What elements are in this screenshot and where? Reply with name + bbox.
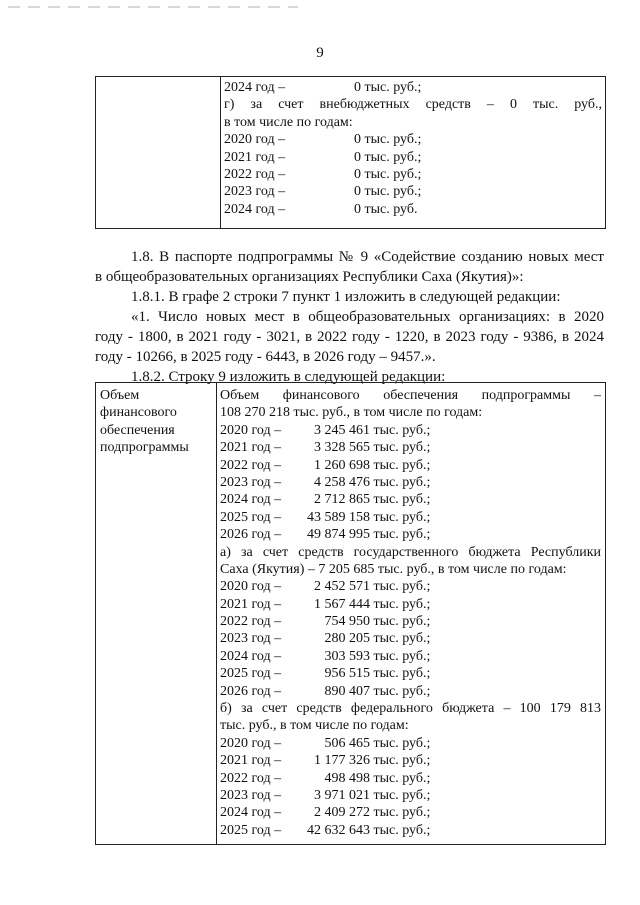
section-1-8 <box>95 247 604 387</box>
table-line <box>220 735 601 752</box>
amount-value: 49 874 995 <box>307 527 370 543</box>
unit-label: тыс. руб.; <box>370 457 431 473</box>
table-line <box>220 700 601 717</box>
year-label: 2020 год – <box>220 735 282 751</box>
amount-value: 506 465 <box>324 735 370 751</box>
unit-label: тыс. руб.; <box>370 787 431 803</box>
amount-value: 2 712 865 <box>314 492 370 508</box>
paragraph-1-8-1: 1.8.1. В графе 2 строки 7 пункт 1 изложить в следующей редакции: <box>131 289 561 305</box>
year-label: 2021 год – <box>220 440 282 456</box>
line-text: а) за счет средств государственного бюджета Республики <box>220 544 601 560</box>
unit-label: тыс. руб.; <box>370 527 431 543</box>
unit-label: тыс. руб.; <box>370 474 431 490</box>
table-line <box>220 613 601 630</box>
table-line <box>224 183 602 200</box>
amount-value: 2 452 571 <box>314 579 370 595</box>
quote-line-3: году - 10266, в 2025 году - 6443, в 2026 году – 9457.». <box>95 349 436 365</box>
unit-label: тыс. руб.; <box>370 666 431 682</box>
amount-value: 956 515 <box>324 666 370 682</box>
line-text: тыс. руб., в том числе по годам: <box>220 718 409 734</box>
amount-value: 0 тыс. руб.; <box>354 184 422 200</box>
amount-value: 3 245 461 <box>314 422 370 438</box>
funding-table <box>95 382 606 845</box>
amount-value: 890 407 <box>324 683 370 699</box>
table-line <box>224 149 602 166</box>
amount-value: 0 тыс. руб.; <box>354 80 422 95</box>
year-label: 2020 год – <box>220 422 282 438</box>
table-line <box>220 439 601 456</box>
table-line <box>220 770 601 787</box>
table-line <box>224 79 602 96</box>
page-number: 9 <box>316 45 324 61</box>
unit-label: тыс. руб.; <box>370 492 431 508</box>
line-text: Объем финансового обеспечения подпрограммы – <box>220 388 601 403</box>
amount-value: 0 тыс. руб.; <box>354 166 422 182</box>
amount-value: 42 632 643 <box>307 822 370 838</box>
scan-artifact <box>8 6 298 8</box>
table-line <box>220 787 601 804</box>
table-line <box>224 96 602 113</box>
table-line <box>224 201 602 218</box>
amount-value: 3 971 021 <box>314 787 370 803</box>
year-label: 2021 год – <box>224 149 286 165</box>
table-line <box>224 166 602 183</box>
amount-value: 1 177 326 <box>314 753 370 769</box>
unit-label: тыс. руб.; <box>370 422 431 438</box>
paragraph-1-8-line-2: в общеобразовательных организациях Республики Саха (Якутия)»: <box>95 269 524 285</box>
amount-value: 2 409 272 <box>314 805 370 821</box>
year-label: 2020 год – <box>220 579 282 595</box>
funding-table-label-cell <box>100 387 212 457</box>
line-text: 108 270 218 тыс. руб., в том числе по годам: <box>220 405 483 421</box>
amount-value: 1 567 444 <box>314 596 370 612</box>
table-line <box>220 491 601 508</box>
amount-value: 303 593 <box>324 648 370 664</box>
year-label: 2025 год – <box>220 666 282 682</box>
unit-label: тыс. руб.; <box>370 579 431 595</box>
table-line <box>220 404 601 421</box>
year-label: 2021 год – <box>220 753 282 769</box>
table-line <box>220 752 601 769</box>
unit-label: тыс. руб.; <box>370 753 431 769</box>
amount-value: 280 205 <box>324 631 370 647</box>
quote-line-2: году - 1800, в 2021 году - 3021, в 2022 году - 1220, в 2023 году - 9386, в 2024 <box>95 329 604 345</box>
table-line <box>220 387 601 404</box>
unit-label: тыс. руб.; <box>370 805 431 821</box>
year-label: 2022 год – <box>224 166 286 182</box>
year-label: 2024 год – <box>220 648 282 664</box>
quote-line-1: «1. Число новых мест в общеобразовательных организациях: в 2020 <box>131 309 604 325</box>
line-text: б) за счет средств федерального бюджета – 100 179 813 <box>220 701 601 717</box>
amount-value: 43 589 158 <box>307 509 370 525</box>
line-text: Саха (Якутия) – 7 205 685 тыс. руб., в том числе по годам: <box>220 561 567 577</box>
year-label: 2022 год – <box>220 770 282 786</box>
year-label: 2024 год – <box>224 80 286 95</box>
year-label: 2022 год – <box>220 614 282 630</box>
unit-label: тыс. руб.; <box>370 822 431 838</box>
funding-table-value-cell <box>220 387 601 839</box>
unit-label: тыс. руб.; <box>370 735 431 751</box>
year-label: 2020 год – <box>224 132 286 148</box>
table-line <box>220 648 601 665</box>
year-label: 2024 год – <box>224 201 286 217</box>
year-label: 2023 год – <box>220 474 282 490</box>
unit-label: тыс. руб.; <box>370 631 431 647</box>
table-line <box>220 630 601 647</box>
amount-value: 1 260 698 <box>314 457 370 473</box>
year-label: 2023 год – <box>220 787 282 803</box>
year-label: 2023 год – <box>220 631 282 647</box>
label-line: финансового <box>100 405 177 421</box>
table-line <box>220 457 601 474</box>
year-label: 2024 год – <box>220 492 282 508</box>
table-line <box>220 683 601 700</box>
table-continuation <box>95 76 606 229</box>
table-line <box>220 422 601 439</box>
label-line: обеспечения <box>100 422 175 438</box>
table-line <box>220 804 601 821</box>
table-line <box>224 131 602 148</box>
year-label: 2026 год – <box>220 683 282 699</box>
amount-value: 754 950 <box>324 614 370 630</box>
label-line: Объем <box>100 388 140 403</box>
table-line <box>220 717 601 734</box>
amount-value: 0 тыс. руб.; <box>354 132 422 148</box>
table-line <box>220 474 601 491</box>
unit-label: тыс. руб.; <box>370 596 431 612</box>
amount-value: 0 тыс. руб.; <box>354 149 422 165</box>
year-label: 2023 год – <box>224 184 286 200</box>
table-line <box>220 509 601 526</box>
unit-label: тыс. руб.; <box>370 648 431 664</box>
unit-label: тыс. руб.; <box>370 614 431 630</box>
amount-value: 498 498 <box>324 770 370 786</box>
year-label: 2021 год – <box>220 596 282 612</box>
table-line <box>220 822 601 839</box>
unit-label: тыс. руб.; <box>370 509 431 525</box>
amount-value: 4 258 476 <box>314 474 370 490</box>
unit-label: тыс. руб.; <box>370 683 431 699</box>
amount-value: 0 тыс. руб. <box>354 201 418 217</box>
table-line <box>220 544 601 561</box>
amount-value: 3 328 565 <box>314 440 370 456</box>
line-text: в том числе по годам: <box>224 114 353 130</box>
table-line <box>220 578 601 595</box>
table-line <box>220 526 601 543</box>
year-label: 2024 год – <box>220 805 282 821</box>
year-label: 2026 год – <box>220 527 282 543</box>
table-continuation-right-cell <box>224 79 602 218</box>
table-line <box>220 665 601 682</box>
unit-label: тыс. руб.; <box>370 440 431 456</box>
label-line: подпрограммы <box>100 440 189 456</box>
year-label: 2022 год – <box>220 457 282 473</box>
year-label: 2025 год – <box>220 509 282 525</box>
line-text: г) за счет внебюджетных средств – 0 тыс. руб., <box>224 97 602 113</box>
table-line <box>220 561 601 578</box>
table-line <box>224 114 602 131</box>
unit-label: тыс. руб.; <box>370 770 431 786</box>
paragraph-1-8-2: 1.8.2. Строку 9 изложить в следующей редакции: <box>131 369 446 385</box>
year-label: 2025 год – <box>220 822 282 838</box>
paragraph-1-8-line-1: 1.8. В паспорте подпрограммы № 9 «Содействие созданию новых мест <box>131 249 604 265</box>
table-line <box>220 596 601 613</box>
